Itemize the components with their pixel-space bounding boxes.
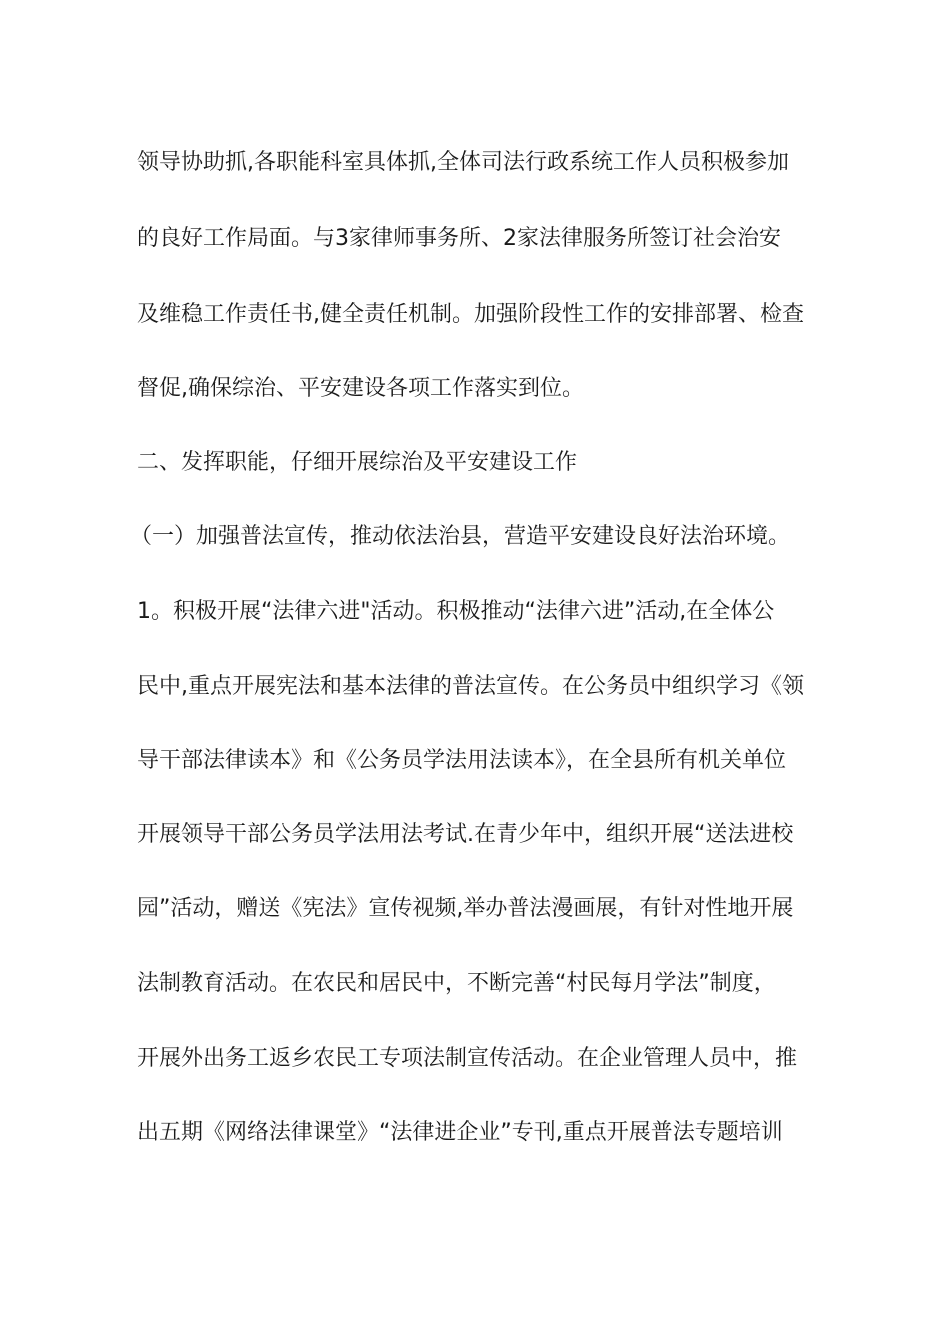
paragraph-line-13: 开展外出务工返乡农民工专项法制宣传活动。在企业管理人员中，推 — [137, 1046, 798, 1071]
paragraph-line-4: 督促,确保综治、平安建设各项工作落实到位。 — [137, 376, 584, 401]
paragraph-line-11: 园”活动，赠送《宪法》宣传视频,举办普法漫画展，有针对性地开展 — [137, 896, 794, 921]
paragraph-line-7: 1。积极开展“法律六进"活动。积极推动“法律六进”活动,在全体公 — [137, 599, 775, 624]
paragraph-line-9: 导干部法律读本》和《公务员学法用法读本》，在全县所有机关单位 — [137, 748, 787, 773]
subsection-heading: （一）加强普法宣传，推动依法治县，营造平安建设良好法治环境。 — [130, 524, 791, 549]
paragraph-line-12: 法制教育活动。在农民和居民中，不断完善“村民每月学法”制度， — [137, 971, 776, 996]
paragraph-line-2: 的良好工作局面。与3家律师事务所、2家法律服务所签订社会治安 — [137, 226, 781, 251]
section-heading: 二、发挥职能，仔细开展综治及平安建设工作 — [137, 450, 578, 475]
paragraph-line-10: 开展领导干部公务员学法用法考试.在青少年中，组织开展“送法进校 — [137, 822, 794, 847]
paragraph-line-3: 及维稳工作责任书,健全责任机制。加强阶段性工作的安排部署、检查 — [137, 302, 804, 327]
paragraph-line-14: 出五期《网络法律课堂》“法律进企业”专刊,重点开展普法专题培训 — [137, 1120, 783, 1145]
paragraph-line-8: 民中,重点开展宪法和基本法律的普法宣传。在公务员中组织学习《领 — [137, 674, 804, 699]
paragraph-line-1: 领导协助抓,各职能科室具体抓,全体司法行政系统工作人员积极参加 — [137, 150, 789, 175]
